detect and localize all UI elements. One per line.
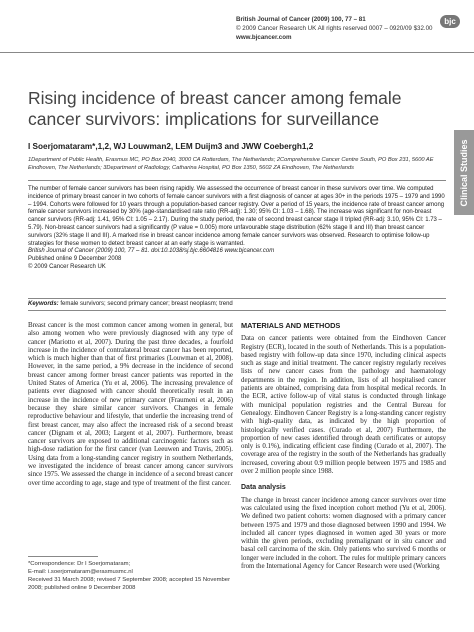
methods-heading: MATERIALS AND METHODS	[241, 321, 341, 330]
footnote	[28, 560, 233, 592]
footnote-divider	[28, 556, 98, 557]
column-left	[28, 322, 233, 491]
rights-line: © 2009 Cancer Research UK All rights reserved 0007 – 0920/09 $32.00	[236, 25, 433, 32]
header-divider	[0, 52, 474, 53]
keywords	[28, 301, 446, 307]
data-analysis-paragraph: The change in breast cancer incidence among cancer survivors over time was calculated using the fixed inception cohort method (Yu et al, 2006). We defined two patient cohorts: women diagnosed with a primary cancer between 1975 and 1979 and those diagnosed between 1990 and 1994. We included all cancer types diagnosed in women aged 30 years or more within the given periods, excluding premalignant or in situ cancer and basal cell carcinoma of the skin. Only patients who survived 6 months or longer were included in the cohort. The rules for multiple primary cancers from the International Agency for Cancer Research were used (Working	[241, 496, 446, 571]
journal-header	[236, 15, 433, 42]
abstract-citation: British Journal of Cancer (2009) 100, 77 – 81. doi:10.1038/sj.bjc.6604816 www.bjcancer.com	[28, 248, 275, 255]
abstract-body: The number of female cancer survivors has been rising rapidly. We assessed the occurrence of breast cancer in these survivors over time. We computed incidence of primary breast cancer in two cohorts of female cancer survivors with a first diagnosis of cancer at ages 30+ in the periods 1975 – 1979 and 1990 – 1994. Cohorts were followed for 10 years through a population-based cancer registry. Over a period of 15 years, the incidence rate of breast cancer among female cancer survivors increased by 30% (age-standardised rate ratio (RR-adj): 1.30; 95% CI: 1.03 – 1.68). The increase was significant for non-breast cancer survivors (RR-adj: 1.41, 95% CI: 1.05 – 2.17). During the study period, the rate of second breast cancer stage II tripled (RR-adj: 3.10, 95% CI: 1.73 – 5.79). Non-breast cancer survivors had a significantly (P value = 0.005) more unfavourable stage distribution (62% stage II and III) than breast cancer survivors (32% stage II and III). A marked rise in breast cancer incidence among female cancer survivors was observed. Research to optimise follow-up strategies for these women to detect breast cancer at an early stage is warranted.	[28, 186, 445, 247]
keywords-bottom-divider	[28, 310, 446, 311]
column-right	[241, 322, 446, 574]
abstract-top-divider	[28, 180, 446, 181]
correspondence: *Correspondence: Dr I Soerjomataram;	[28, 561, 131, 567]
abstract-copyright: © 2009 Cancer Research UK	[28, 263, 106, 270]
keywords-label: Keywords:	[28, 301, 59, 307]
correspondence-email[interactable]: E-mail: i.soerjomataram@erasmusmc.nl	[28, 569, 133, 575]
author-list: I Soerjomataram*,1,2, WJ Louwman2, LEM Duijm3 and JWW Coebergh1,2	[28, 142, 314, 151]
section-tab	[454, 130, 474, 215]
abstract	[28, 186, 446, 272]
keywords-top-divider	[28, 298, 446, 299]
methods-paragraph: Data on cancer patients were obtained from the Eindhoven Cancer Registry (ECR), located in the south of Netherlands. This is a population-based registry with follow-up data since 1970, including clinical aspects such as stage and initial treatment. The cancer registry regularly receives lists of new cancer cases from the pathology and haematology departments in the region. In addition, lists of all hospitalised cancer patients are obtained, comprising data from hospital medical records. In the ECR, active follow-up of vital status is conducted through linkage with municipal population registries and the Central Bureau for Genealogy. Eindhoven Cancer Registry is a long-standing cancer registry with high-quality data, as indicated by the high proportion of histologically verified cases. (Curado et al, 2007) Furthermore, the proportion of new cases identified through death certificates or autopsy only is 0.1%), indicating efficient case finding (Curado et al, 2007). The coverage area of the registry in the south of the Netherlands has gradually increased, covering about 0.9 million people between 1975 and 1985 and over 2 million people since 1988.	[241, 335, 446, 476]
article-dates: Received 31 March 2008; revised 7 September 2008; accepted 15 November 2008; published online 9 December 2008	[28, 577, 231, 591]
article-title: Rising incidence of breast cancer among female cancer survivors: implications for surveillance	[28, 88, 402, 129]
affiliations: 1Department of Public Health, Erasmus MC, PO Box 2040, 3000 CA Rotterdam, The Netherlands; 2Comprehensive Cancer Centre South, PO Box 231, 5600 AE Eindhoven, The Netherlands; 3Department of Radiology, Catharina Hospital, PO Box 1350, 5602 ZA Eindhoven, The Netherlands	[28, 157, 434, 171]
abstract-published: Published online 9 December 2008	[28, 256, 122, 263]
journal-url[interactable]: www.bjcancer.com	[236, 34, 292, 41]
keywords-text: female survivors; second primary cancer; breast neoplasm; trend	[60, 301, 233, 307]
intro-paragraph: Breast cancer is the most common cancer among women in general, but also among women who were previously diagnosed with any type of cancer (Mariotto et al, 2007). During the past three decades, a fourfold increase in the incidence of contralateral breast cancer has been reported, which is much higher than that of first primaries (Louwman et al, 2008). However, in the same period, a 9% decrease in the incidence of second breast cancer among former breast cancer patients was reported in the United States of America (Yu et al, 2006). The increasing prevalence of patients ever diagnosed with cancer should theoretically result in an increase in the incidence of new primary cancer (Fraumeni et al, 2006) because they share similar cancer survivors. Changes in female reproductive behaviour and lifestyle, that underlie the increasing trend of first breast cancer, may also affect the increased risk of a second breast cancer (Dignam et al, 2003; Largent et al, 2007). Furthermore, breast cancer survivors are exposed to additional carcinogenic factors such as high-dose radiation for the first cancer (van Leeuwen and Travis, 2005). Using data from a long-standing cancer registry in southern Netherlands, we investigated the incidence of breast cancer among cancer survivors since 1975. We assessed the change in incidence of a second breast cancer over time according to age, stage and type of treatment of the first cancer.	[28, 322, 233, 487]
journal-line: British Journal of Cancer (2009) 100, 77 – 81	[236, 16, 366, 23]
section-tab-label: Clinical Studies	[459, 138, 469, 207]
data-analysis-heading: Data analysis	[241, 484, 286, 492]
bjc-logo: bjc	[440, 15, 460, 28]
